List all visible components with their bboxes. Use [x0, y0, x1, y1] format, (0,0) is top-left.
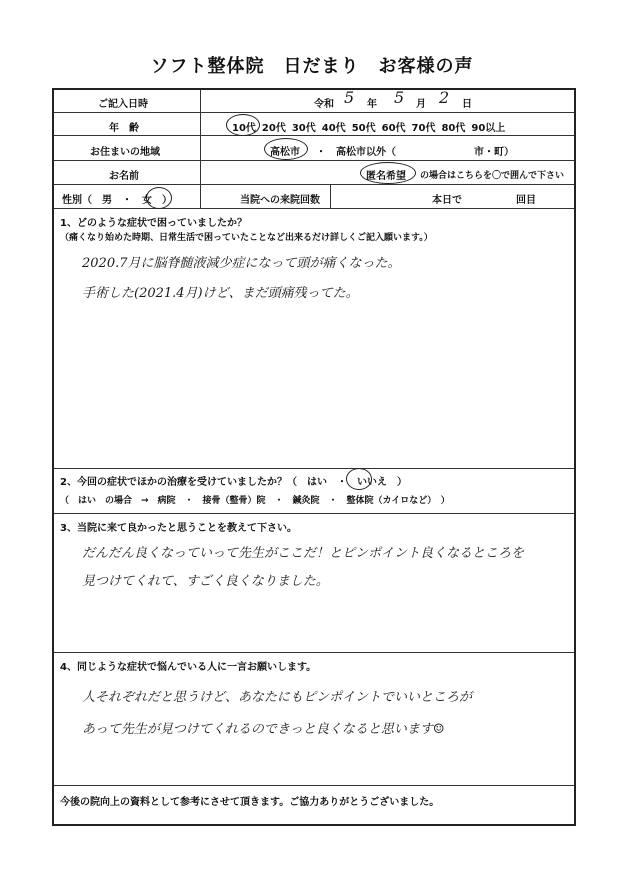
date-day-unit: 日: [462, 99, 472, 110]
q3-answer-line2: 見つけてくれて、すごく良くなりました。: [82, 574, 329, 589]
section-divider: [54, 785, 574, 786]
footer-note: 今後の院向上の資料として参考にさせて頂きます。ご協力ありがとうございました。: [60, 797, 440, 808]
q2-selected-circle: [346, 468, 372, 490]
row-divider: [54, 208, 574, 209]
area-selected-circle: [264, 138, 308, 160]
name-anonymous-option: 匿名希望: [366, 171, 406, 182]
row-divider: [54, 135, 574, 136]
age-option: 50代: [351, 123, 376, 134]
area-separator: ・: [316, 147, 326, 158]
age-options: [232, 119, 505, 134]
date-era: 令和: [314, 99, 334, 110]
name-selected-circle: [360, 162, 416, 184]
visits-unit: 回目: [516, 195, 536, 206]
q1-question: 1、どのような症状で困っていましたか？: [60, 218, 247, 229]
q4-question: 4、同じような症状で悩んでいる人に一言お願いします。: [60, 662, 317, 673]
column-divider: [330, 184, 331, 208]
gender-label: 性別（ 男 ・ 女 ）: [62, 195, 172, 206]
age-option: 40代: [321, 123, 346, 134]
visits-label: 当院への来院回数: [240, 195, 320, 206]
q4-answer-line2: あって先生が見つけてくれるのできっと良くなると思います☺: [82, 722, 445, 737]
area-option-takamatsu: 高松市: [270, 147, 300, 158]
date-month-value: 5: [394, 88, 405, 107]
date-year-unit: 年: [367, 99, 377, 110]
q2-question: 2、今回の症状でほかの治療を受けていましたか？（ はい ・ いいえ ）: [60, 477, 407, 488]
q3-answer-line1: だんだん良くなっていって先生がここだ！とピンポイント良くなるところを: [82, 546, 525, 561]
name-note: の場合はこちらを〇で囲んで下さい: [420, 171, 565, 181]
age-option: 10代: [232, 123, 256, 134]
q4-answer-line1: 人それぞれだと思うけど、あなたにもピンポイントでいいところが: [82, 690, 473, 705]
area-label: お住まいの地域: [90, 147, 160, 158]
age-option: 20代: [261, 123, 286, 134]
survey-form: [52, 88, 576, 826]
visits-today: 本日で: [432, 195, 462, 206]
q2-sub: （ はい の場合 → 病院 ・ 接骨（整骨）院 ・ 鍼灸院 ・ 整体院（カイロなど） ）: [60, 496, 450, 506]
page-title: ソフト整体院 日だまり お客様の声: [150, 56, 474, 77]
area-option-other: 高松市以外（: [336, 147, 396, 158]
gender-selected-circle: [146, 187, 172, 209]
row-divider: [54, 184, 574, 185]
row-divider: [54, 112, 574, 113]
age-option: 30代: [291, 123, 316, 134]
name-label: お名前: [109, 171, 139, 182]
date-year-value: 5: [344, 88, 355, 107]
column-divider: [200, 90, 201, 208]
section-divider: [54, 513, 574, 514]
q3-question: 3、当院に来て良かったと思うことを教えて下さい。: [60, 523, 297, 534]
section-divider: [54, 468, 574, 469]
age-option: 60代: [381, 123, 406, 134]
age-selected-circle: [226, 114, 260, 136]
q1-sub: （痛くなり始めた時期、日常生活で困っていたことなど出来るだけ詳しくご記入願います。）: [60, 233, 433, 243]
age-option: 70代: [411, 123, 436, 134]
age-option: 80代: [441, 123, 466, 134]
q1-answer-line1: 2020.7月に脳脊髄液減少症になって頭が痛くなった。: [82, 256, 401, 271]
date-month-unit: 月: [416, 99, 426, 110]
date-label: ご記入日時: [98, 99, 148, 110]
section-divider: [54, 652, 574, 653]
row-divider: [54, 160, 574, 161]
q1-answer-line2: 手術した(2021.4月)けど、まだ頭痛残ってた。: [82, 286, 359, 301]
area-option-other-end: 市・町）: [474, 147, 514, 158]
age-option: 90以上: [471, 123, 506, 134]
age-label: 年 齢: [109, 123, 139, 134]
date-day-value: 2: [439, 88, 450, 107]
